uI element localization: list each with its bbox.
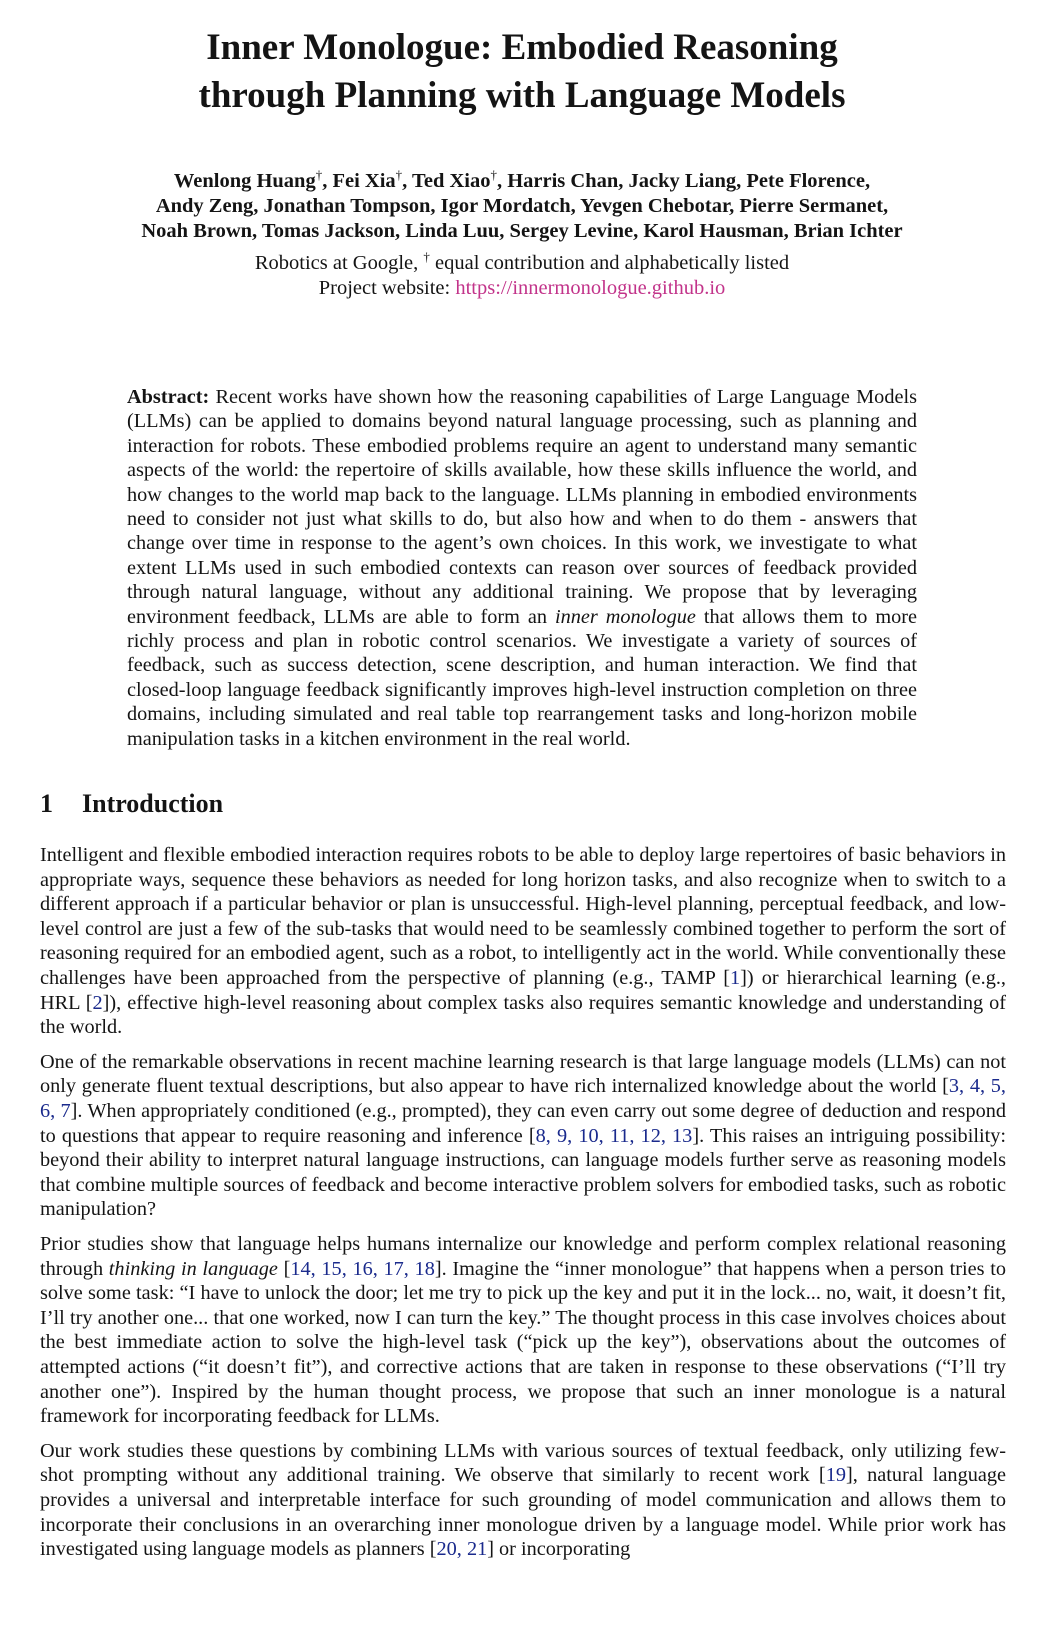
- author-name: Wenlong Huang: [173, 170, 316, 192]
- paragraph-text: ], natural language provides a universal and interpretable interface for such grounding of model communication and allows them to incorporate their conclusions in an overarching inner monologue driven by a language model. While prior work has investigated using language models as planners [: [40, 1464, 1006, 1561]
- dagger-mark: †: [315, 167, 323, 182]
- website-link[interactable]: https://innermonologue.github.io: [455, 277, 726, 299]
- author-name: , Ted Xiao: [402, 170, 491, 192]
- dagger-mark: †: [423, 249, 430, 264]
- paragraph-text: ]), effective high-level reasoning about complex tasks also requires semantic knowledge and understanding of the world.: [40, 991, 1006, 1039]
- paper-title: [0, 0, 1044, 120]
- abstract-text: Recent works have shown how the reasoning capabilities of Large Language Models (LLMs) can be applied to domains beyond natural language processing, such as planning and interaction for robots. These embodied problems require an agent to understand many semantic aspects of the world: the repertoire of skills available, how these skills influence the world, and how changes to the world map back to the language. LLMs planning in embodied environments need to consider not just what skills to do, but also how and when to do them - answers that change over time in response to the agent’s own choices. In this work, we investigate to what extent LLMs used in such embodied contexts can reason over sources of feedback provided through natural language, without any additional training. We propose that by leveraging environment feedback, LLMs are able to form an: [127, 386, 917, 628]
- abstract-emphasis: inner monologue: [554, 605, 696, 628]
- citation-link[interactable]: 14, 15, 16, 17, 18: [290, 1257, 435, 1280]
- project-website: [0, 276, 1044, 301]
- citation-link[interactable]: 20, 21: [436, 1538, 488, 1561]
- paragraph-text: Prior studies show that language helps humans internalize our knowledge and perform complex relational reasoning through: [40, 1233, 1006, 1280]
- paragraph-text: [: [277, 1257, 291, 1280]
- abstract: [127, 385, 917, 751]
- author-line-2: Andy Zeng, Jonathan Tompson, Igor Mordatch, Yevgen Chebotar, Pierre Sermanet,: [155, 195, 889, 217]
- title-line-2: through Planning with Language Models: [198, 75, 846, 116]
- author-line-1: [0, 162, 1044, 194]
- citation-link[interactable]: 8, 9, 10, 11, 12, 13: [535, 1124, 693, 1147]
- author-names: , Harris Chan, Jacky Liang, Pete Florence,: [496, 170, 871, 192]
- citation-link[interactable]: 3, 4, 5, 6, 7: [40, 1075, 1006, 1123]
- section-heading: [40, 789, 1044, 819]
- citation-link[interactable]: 2: [92, 991, 103, 1014]
- author-list: [0, 162, 1044, 244]
- paragraph-text: ]. When appropriately conditioned (e.g., prompted), they can even carry out some degree of deduction and respond to questions that appear to require reasoning and inference [: [40, 1100, 1007, 1147]
- paragraph-text: ]) or hierarchical learning (e.g., HRL [: [40, 967, 1006, 1014]
- affiliation: [0, 244, 1044, 276]
- citation-link[interactable]: 1: [730, 967, 741, 990]
- paragraph: [40, 1050, 1006, 1222]
- paragraph: [40, 843, 1006, 1040]
- author-name: , Fei Xia: [322, 170, 396, 192]
- abstract-label: Abstract:: [127, 386, 210, 408]
- paragraph-text: One of the remarkable observations in recent machine learning research is that large language models (LLMs) can not only generate fluent textual descriptions, but also appear to have rich internalized knowledge about the world [: [40, 1050, 1006, 1098]
- section-body: [40, 843, 1006, 1562]
- author-line-3: Noah Brown, Tomas Jackson, Linda Luu, Sergey Levine, Karol Hausman, Brian Ichter: [141, 220, 903, 242]
- paragraph-text: ]. This raises an intriguing possibility: beyond their ability to interpret natural language instructions, can language models further serve as reasoning models that combine multiple sources of feedback and become interactive problem solvers for embodied tasks, such as robotic manipulation?: [40, 1124, 1007, 1221]
- emphasis-text: thinking in language: [108, 1257, 278, 1280]
- abstract-text: that allows them to more richly process and plan in robotic control scenarios. We investigate a variety of sources of feedback, such as success detection, scene description, and human interaction. We find that closed-loop language feedback significantly improves high-level instruction completion on three domains, including simulated and real table top rearrangement tasks and long-horizon mobile manipulation tasks in a kitchen environment in the real world.: [127, 605, 917, 750]
- section-number: 1: [40, 789, 53, 819]
- website-label: Project website:: [318, 277, 456, 299]
- affiliation-text: Robotics at Google,: [254, 252, 424, 274]
- citation-link[interactable]: 19: [825, 1464, 846, 1487]
- paragraph: [40, 1439, 1006, 1562]
- paragraph-text: ]. Imagine the “inner monologue” that happens when a person tries to solve some task: “I have to unlock the door; let me try to pick up the key and put it in the lock... no, wait, it doesn’t fit, I’ll try another one... that one worked, now I can turn the key.” The thought process in this case involves choices about the best immediate action to solve the high-level task (“pick up the key”), observations about the outcomes of attempted actions (“it doesn’t fit”), and corrective actions that are taken in response to these observations (“I’ll try another one”). Inspired by the human thought process, we propose that such an inner monologue is a natural framework for incorporating feedback for LLMs.: [40, 1257, 1007, 1428]
- paragraph-text: Intelligent and flexible embodied interaction requires robots to be able to deploy large repertoires of basic behaviors in appropriate ways, sequence these behaviors as needed for long horizon tasks, and also recognize when to switch to a different approach if a particular behavior or plan is unsuccessful. High-level planning, perceptual feedback, and low-level control are just a few of the sub-tasks that would need to be seamlessly combined together to perform the sort of reasoning required for an embodied agent, such as a robot, to intelligently act in the world. While conventionally these challenges have been approached from the perspective of planning (e.g., TAMP [: [40, 844, 1006, 990]
- title-line-1: Inner Monologue: Embodied Reasoning: [206, 27, 838, 68]
- paragraph: [40, 1232, 1006, 1429]
- affiliation-note: equal contribution and alphabetically listed: [429, 252, 790, 274]
- paragraph-text: Our work studies these questions by combining LLMs with various sources of textual feedback, only utilizing few-shot prompting without any additional training. We observe that similarly to recent work [: [40, 1439, 1006, 1487]
- dagger-mark: †: [395, 167, 403, 182]
- section-title: Introduction: [82, 789, 224, 819]
- dagger-mark: †: [490, 167, 497, 182]
- paragraph-text: ] or incorporating: [487, 1538, 631, 1561]
